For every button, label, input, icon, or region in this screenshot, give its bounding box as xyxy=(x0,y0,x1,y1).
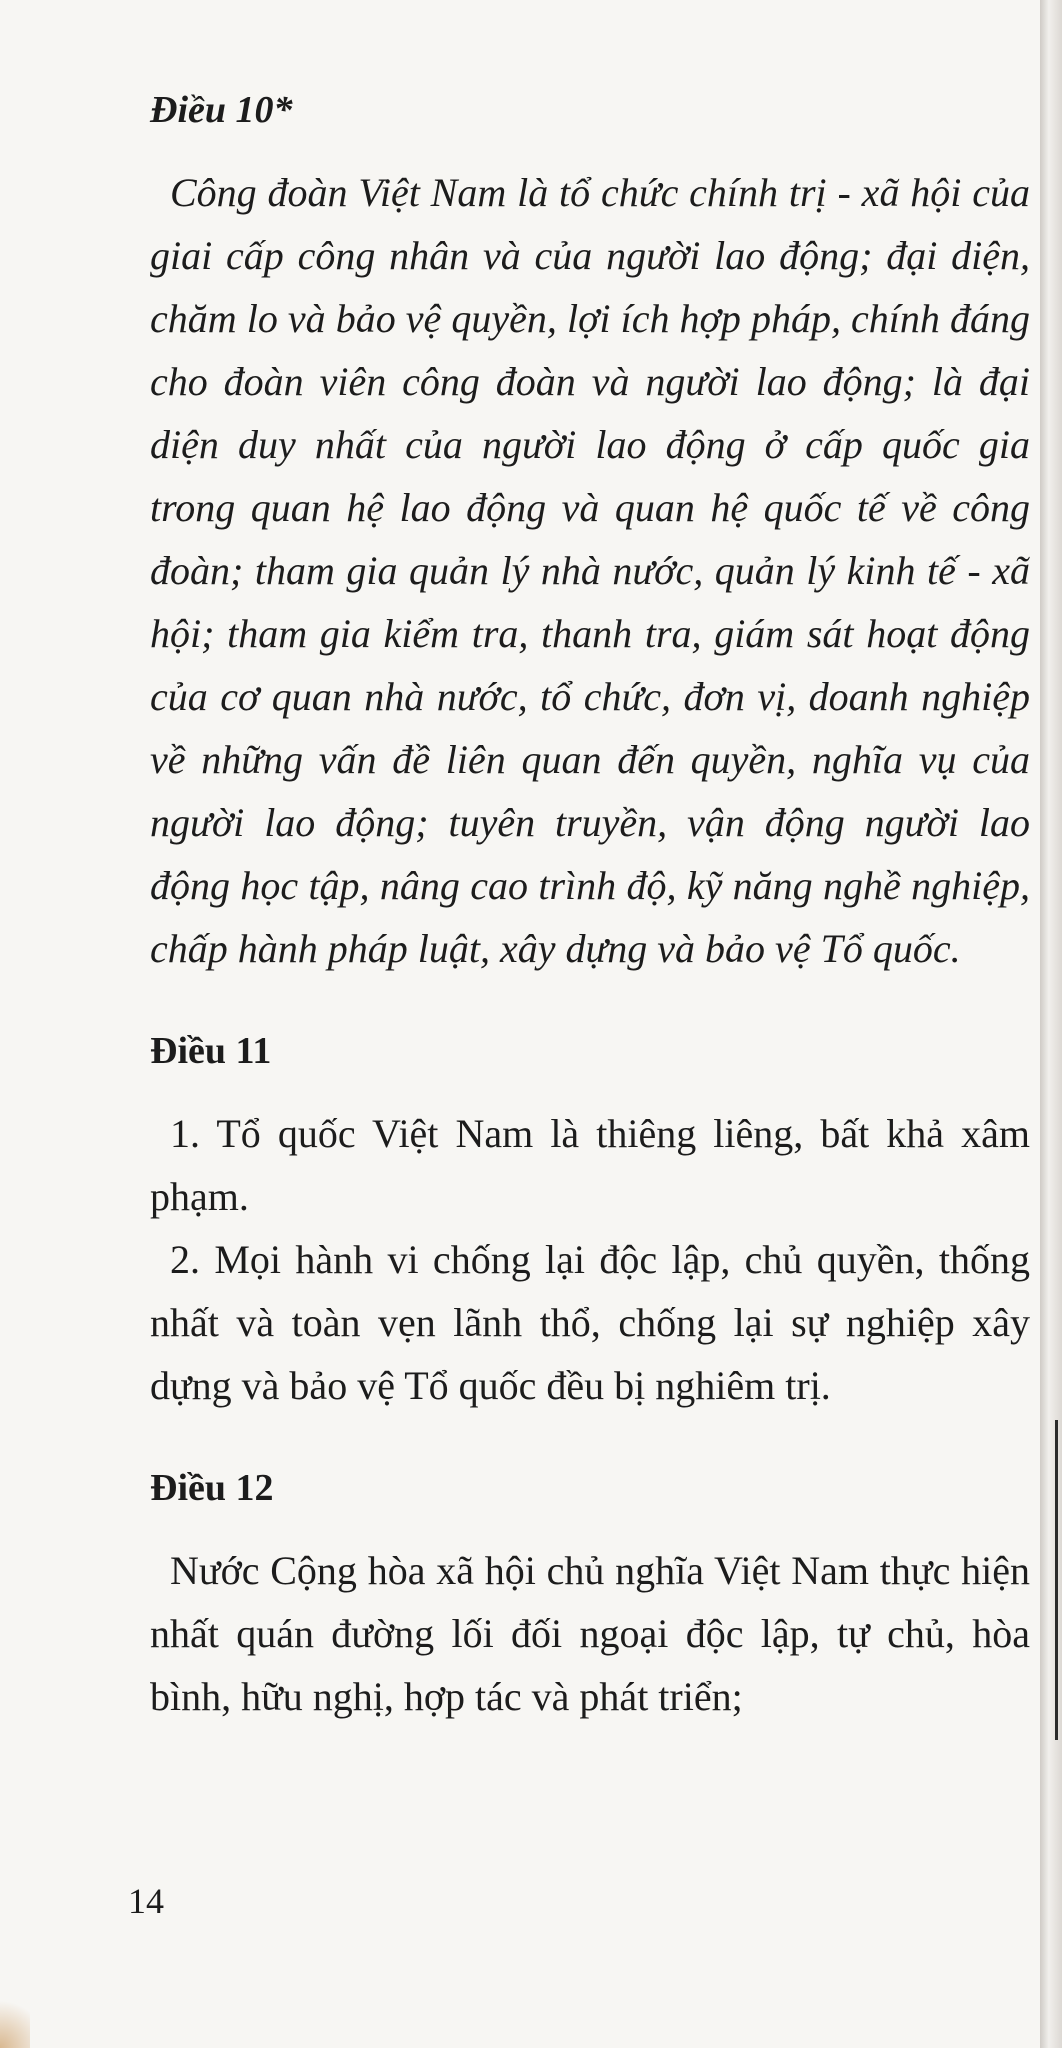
article-12-heading: Điều 12 xyxy=(150,1467,274,1509)
page-number: 14 xyxy=(128,1881,164,1921)
article-10-heading: Điều 10* xyxy=(150,89,293,131)
article-11-heading: Điều 11 xyxy=(150,1030,272,1072)
article-11-clause-1: 1. Tổ quốc Việt Nam là thiêng liêng, bất khả xâm phạm. xyxy=(150,1111,1030,1219)
article-10-text: Công đoàn Việt Nam là tổ chức chính trị - xã hội của giai cấp công nhân và của người lao động; đại diện, chăm lo và bảo vệ quyền, lợi ích hợp pháp, chính đáng cho đoàn viên công đoàn và người lao động; là đại diện duy nhất của người lao động ở cấp quốc gia trong quan hệ lao động và quan hệ quốc tế về công đoàn; tham gia quản lý nhà nước, quản lý kinh tế - xã hội; tham gia kiểm tra, thanh tra, giám sát hoạt động của cơ quan nhà nước, tổ chức, đơn vị, doanh nghiệp về những vấn đề liên quan đến quyền, nghĩa vụ của người lao động; tuyên truyền, vận động người lao động học tập, nâng cao trình độ, kỹ năng nghề nghiệp, chấp hành pháp luật, xây dựng và bảo vệ Tổ quốc. xyxy=(150,170,1030,971)
page-edge-shadow-line xyxy=(1055,1420,1058,1740)
article-12-text: Nước Cộng hòa xã hội chủ nghĩa Việt Nam thực hiện nhất quán đường lối đối ngoại độc lập, tự chủ, hòa bình, hữu nghị, hợp tác và phát triển; xyxy=(150,1548,1030,1719)
page-corner-shade xyxy=(0,1988,30,2048)
page-edge xyxy=(1040,0,1062,2048)
article-11-clause-2: 2. Mọi hành vi chống lại độc lập, chủ quyền, thống nhất và toàn vẹn lãnh thổ, chống lại sự nghiệp xây dựng và bảo vệ Tổ quốc đều bị nghiêm trị. xyxy=(150,1237,1030,1408)
page-content xyxy=(150,85,1030,1728)
